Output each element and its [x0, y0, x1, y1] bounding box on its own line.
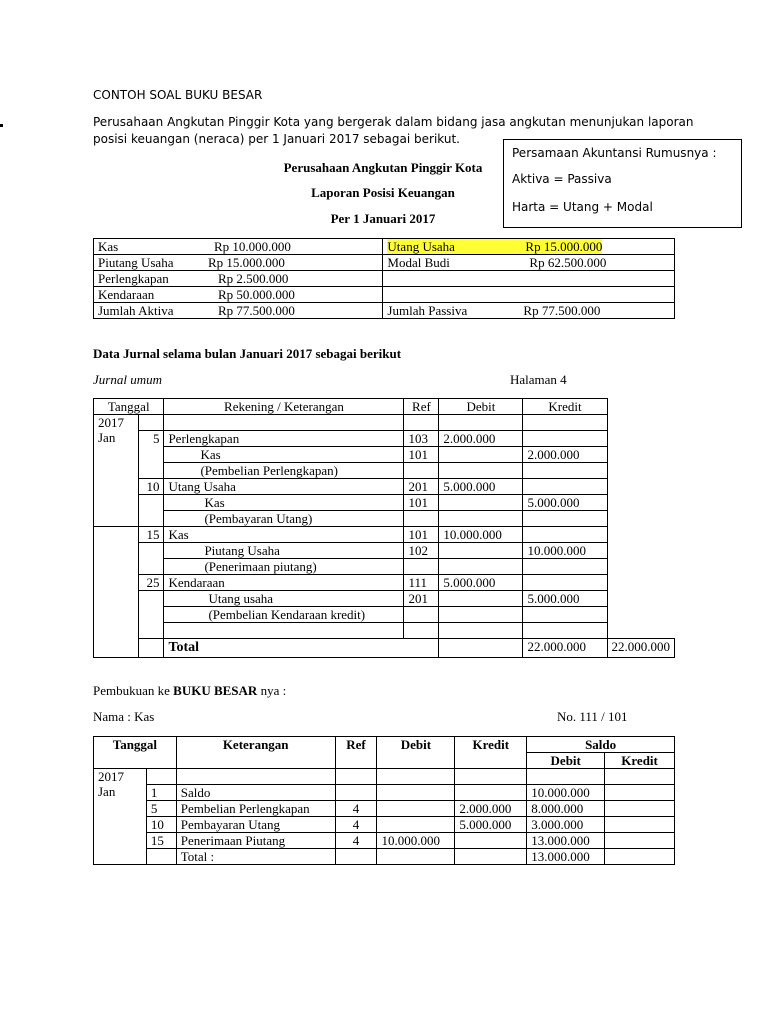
journal-description: Kendaraan	[164, 575, 404, 591]
liability-cell	[383, 287, 675, 303]
journal-debit: 10.000.000	[439, 527, 523, 543]
journal-ref: 101	[404, 495, 439, 511]
accounting-equation-note	[503, 139, 742, 228]
ledger-header-tanggal: Tanggal	[94, 737, 177, 769]
ledger-header-saldo: Saldo	[527, 737, 675, 753]
journal-day: 5	[139, 431, 164, 447]
margin-mark	[0, 124, 3, 127]
journal-day	[139, 559, 164, 575]
ledger-ref	[335, 769, 377, 785]
journal-kredit: 5.000.000	[523, 591, 607, 607]
journal-debit	[439, 591, 523, 607]
journal-ref: 201	[404, 591, 439, 607]
ledger-kredit: 2.000.000	[455, 801, 527, 817]
journal-day	[139, 607, 164, 623]
journal-debit	[439, 415, 523, 431]
journal-total-label: Total	[164, 639, 439, 658]
journal-total-kredit: 22.000.000	[607, 639, 675, 658]
table-row	[94, 607, 675, 623]
journal-kredit: 2.000.000	[523, 447, 607, 463]
ledger-saldo-kredit	[605, 769, 675, 785]
journal-description: (Pembayaran Utang)	[164, 511, 404, 527]
journal-ref	[404, 415, 439, 431]
journal-debit	[439, 559, 523, 575]
journal-debit	[439, 543, 523, 559]
ledger-saldo-kredit	[605, 785, 675, 801]
journal-day	[139, 415, 164, 431]
table-row	[94, 511, 675, 527]
journal-ref: 101	[404, 447, 439, 463]
journal-total-blank	[139, 639, 164, 658]
journal-header-row	[94, 399, 675, 415]
journal-description: (Penerimaan piutang)	[164, 559, 404, 575]
table-row	[94, 447, 675, 463]
liability-cell: Modal Budi Rp 62.500.000	[383, 255, 675, 271]
intro-line-2: posisi keuangan (neraca) per 1 Januari 2017 sebagai berikut.	[93, 132, 460, 146]
header-rekening: Rekening / Keterangan	[164, 399, 404, 415]
liability-total-cell: Jumlah Passiva Rp 77.500.000	[383, 303, 675, 319]
journal-day	[139, 495, 164, 511]
table-row	[94, 623, 675, 639]
intro-line-1: Perusahaan Angkutan Pinggir Kota yang bergerak dalam bidang jasa angkutan menunjukan laporan	[93, 115, 694, 129]
balance-row	[94, 287, 675, 303]
note-line-1: Persamaan Akuntansi Rumusnya :	[512, 146, 717, 160]
ledger-description: Pembelian Perlengkapan	[176, 801, 335, 817]
ledger-date-cell	[94, 769, 147, 865]
report-company: Perusahaan Angkutan Pinggir Kota	[283, 160, 483, 175]
journal-ref: 101	[404, 527, 439, 543]
table-row	[94, 817, 675, 833]
ledger-ref: 4	[335, 817, 377, 833]
table-row	[94, 415, 675, 431]
journal-day	[139, 591, 164, 607]
journal-description: Utang Usaha	[164, 479, 404, 495]
journal-description: (Pembelian Kendaraan kredit)	[164, 607, 404, 623]
journal-description: Piutang Usaha	[164, 543, 404, 559]
ledger-saldo-kredit	[605, 849, 675, 865]
journal-kredit: 10.000.000	[523, 543, 607, 559]
journal-description: Kas	[164, 527, 404, 543]
table-row	[94, 527, 675, 543]
ledger-day: 1	[146, 785, 176, 801]
ledger-description: Total :	[176, 849, 335, 865]
ledger-header-saldo-debit: Debit	[527, 753, 605, 769]
table-row	[94, 785, 675, 801]
journal-day	[139, 463, 164, 479]
header-ref: Ref	[404, 399, 439, 415]
journal-description: (Pembelian Perlengkapan)	[164, 463, 404, 479]
journal-total-ref	[439, 639, 523, 658]
ledger-year: 2017	[98, 769, 124, 784]
table-row	[94, 463, 675, 479]
ledger-description: Saldo	[176, 785, 335, 801]
journal-ref: 102	[404, 543, 439, 559]
journal-ref	[404, 623, 439, 639]
ledger-header-keterangan: Keterangan	[176, 737, 335, 769]
journal-debit: 2.000.000	[439, 431, 523, 447]
ledger-saldo-debit: 13.000.000	[527, 849, 605, 865]
journal-ref: 201	[404, 479, 439, 495]
journal-debit	[439, 447, 523, 463]
journal-description: Utang usaha	[164, 591, 404, 607]
ledger-description: Pembayaran Utang	[176, 817, 335, 833]
ledger-intro: Pembukuan ke BUKU BESAR nya :	[93, 683, 287, 698]
ledger-kredit	[455, 769, 527, 785]
journal-heading: Data Jurnal selama bulan Januari 2017 sebagai berikut	[93, 346, 402, 361]
ledger-header-debit: Debit	[377, 737, 455, 769]
journal-day	[139, 511, 164, 527]
journal-label: Jurnal umum	[93, 372, 162, 387]
journal-kredit	[523, 431, 607, 447]
journal-description: Perlengkapan	[164, 431, 404, 447]
ledger-saldo-debit: 3.000.000	[527, 817, 605, 833]
journal-kredit	[523, 559, 607, 575]
asset-total-cell: Jumlah Aktiva Rp 77.500.000	[94, 303, 383, 319]
journal-day	[139, 623, 164, 639]
ledger-ref: 4	[335, 833, 377, 849]
ledger-table	[93, 736, 675, 865]
ledger-saldo-kredit	[605, 817, 675, 833]
balance-total-row	[94, 303, 675, 319]
table-row	[94, 769, 675, 785]
balance-row	[94, 271, 675, 287]
ledger-kredit: 5.000.000	[455, 817, 527, 833]
page-title: CONTOH SOAL BUKU BESAR	[93, 88, 263, 102]
journal-kredit	[523, 463, 607, 479]
ledger-account-name: Nama : Kas	[93, 709, 155, 724]
journal-kredit	[523, 527, 607, 543]
ledger-saldo-debit: 13.000.000	[527, 833, 605, 849]
ledger-saldo-kredit	[605, 801, 675, 817]
journal-kredit	[523, 415, 607, 431]
header-kredit: Kredit	[523, 399, 607, 415]
journal-date-cell-year	[94, 415, 139, 527]
asset-cell: Kas Rp 10.000.000	[94, 239, 383, 255]
journal-day: 15	[139, 527, 164, 543]
ledger-debit	[377, 849, 455, 865]
ledger-month: Jan	[98, 784, 116, 799]
liability-cell	[383, 239, 675, 255]
balance-sheet-table	[93, 238, 675, 319]
ledger-ref	[335, 849, 377, 865]
ledger-saldo-debit: 8.000.000	[527, 801, 605, 817]
journal-year: 2017	[98, 415, 124, 430]
journal-description	[164, 623, 404, 639]
ledger-saldo-debit: 10.000.000	[527, 785, 605, 801]
table-row	[94, 431, 675, 447]
ledger-day	[146, 769, 176, 785]
ledger-day: 10	[146, 817, 176, 833]
table-row	[94, 833, 675, 849]
journal-kredit	[523, 575, 607, 591]
ledger-debit	[377, 801, 455, 817]
journal-kredit	[523, 479, 607, 495]
balance-row	[94, 239, 675, 255]
balance-row	[94, 255, 675, 271]
ledger-debit: 10.000.000	[377, 833, 455, 849]
table-row	[94, 543, 675, 559]
table-row	[94, 591, 675, 607]
ledger-saldo-kredit	[605, 833, 675, 849]
ledger-account-number: No. 111 / 101	[557, 709, 628, 724]
header-tanggal: Tanggal	[94, 399, 164, 415]
note-line-3: Harta = Utang + Modal	[512, 200, 653, 214]
journal-debit	[439, 623, 523, 639]
header-debit: Debit	[439, 399, 523, 415]
ledger-header-row	[94, 737, 675, 753]
ledger-debit	[377, 785, 455, 801]
journal-total-row	[94, 639, 675, 658]
journal-day: 10	[139, 479, 164, 495]
ledger-day	[146, 849, 176, 865]
journal-day: 25	[139, 575, 164, 591]
table-row	[94, 575, 675, 591]
ledger-header-ref: Ref	[335, 737, 377, 769]
journal-ref	[404, 559, 439, 575]
ledger-day: 5	[146, 801, 176, 817]
ledger-kredit	[455, 849, 527, 865]
journal-table	[93, 398, 675, 658]
asset-cell: Piutang Usaha Rp 15.000.000	[94, 255, 383, 271]
ledger-header-kredit: Kredit	[455, 737, 527, 769]
journal-kredit	[523, 511, 607, 527]
journal-debit: 5.000.000	[439, 479, 523, 495]
ledger-kredit	[455, 833, 527, 849]
highlighted-liability: Utang Usaha Rp 15.000.000	[387, 239, 603, 254]
journal-day	[139, 447, 164, 463]
journal-debit	[439, 463, 523, 479]
asset-cell: Perlengkapan Rp 2.500.000	[94, 271, 383, 287]
journal-description	[164, 415, 404, 431]
ledger-day: 15	[146, 833, 176, 849]
ledger-ref	[335, 785, 377, 801]
journal-kredit: 5.000.000	[523, 495, 607, 511]
table-row	[94, 495, 675, 511]
journal-debit	[439, 511, 523, 527]
ledger-description: Penerimaan Piutang	[176, 833, 335, 849]
journal-total-debit: 22.000.000	[523, 639, 607, 658]
journal-date-cell	[94, 527, 139, 658]
journal-kredit	[523, 623, 607, 639]
table-row	[94, 559, 675, 575]
journal-page-number: Halaman 4	[510, 372, 567, 387]
table-row	[94, 849, 675, 865]
report-name: Laporan Posisi Keuangan	[311, 185, 455, 200]
journal-debit: 5.000.000	[439, 575, 523, 591]
note-line-2: Aktiva = Passiva	[512, 172, 612, 186]
journal-ref	[404, 463, 439, 479]
journal-month: Jan	[98, 430, 116, 445]
report-date: Per 1 Januari 2017	[330, 211, 436, 226]
ledger-header-saldo-kredit: Kredit	[605, 753, 675, 769]
journal-ref	[404, 607, 439, 623]
journal-ref: 103	[404, 431, 439, 447]
liability-cell	[383, 271, 675, 287]
ledger-debit	[377, 769, 455, 785]
table-row	[94, 479, 675, 495]
ledger-saldo-debit	[527, 769, 605, 785]
ledger-kredit	[455, 785, 527, 801]
journal-description: Kas	[164, 495, 404, 511]
journal-ref: 111	[404, 575, 439, 591]
journal-day	[139, 543, 164, 559]
ledger-description	[176, 769, 335, 785]
journal-ref	[404, 511, 439, 527]
ledger-ref: 4	[335, 801, 377, 817]
journal-debit	[439, 495, 523, 511]
journal-description: Kas	[164, 447, 404, 463]
journal-kredit	[523, 607, 607, 623]
journal-debit	[439, 607, 523, 623]
asset-cell: Kendaraan Rp 50.000.000	[94, 287, 383, 303]
ledger-debit	[377, 817, 455, 833]
table-row	[94, 801, 675, 817]
